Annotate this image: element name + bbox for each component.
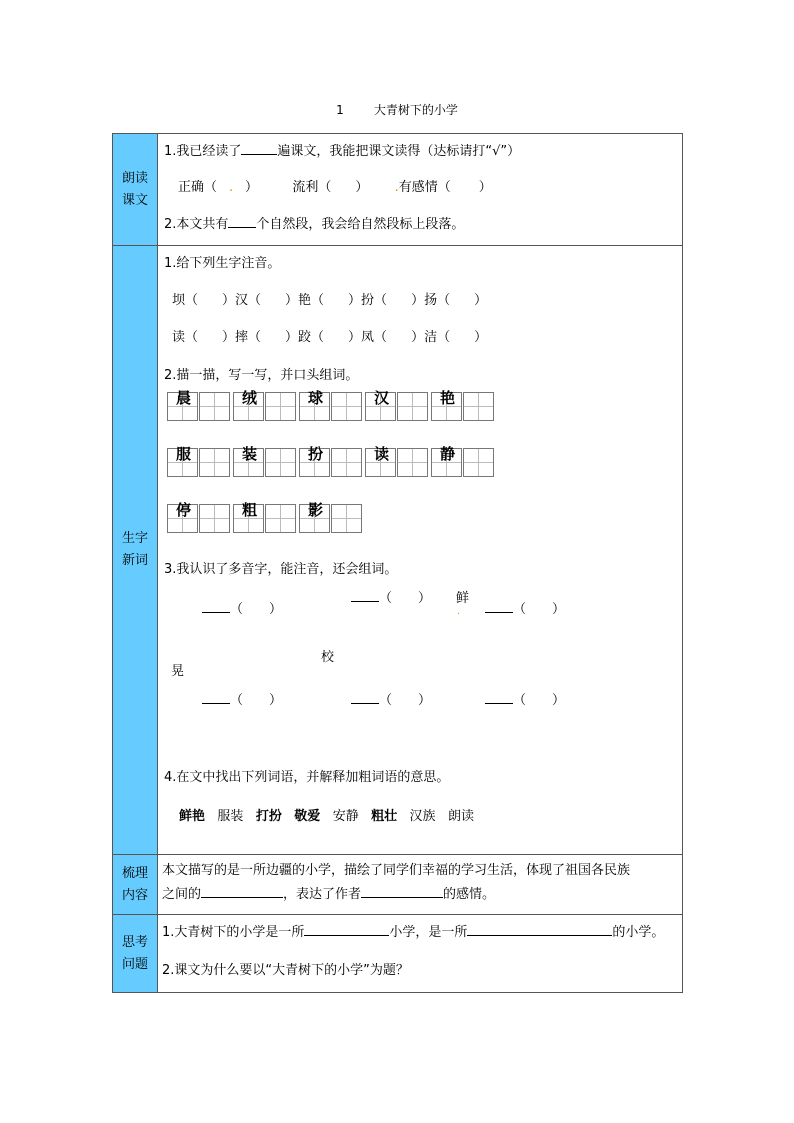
poly-blank-3[interactable]: （ ） xyxy=(485,598,565,617)
poly-blank-2[interactable]: （ ） xyxy=(351,587,431,606)
pinyin-row1: 坝（ ）汉（ ）艳（ ）扮（ ）扬（ ） xyxy=(172,293,488,308)
reading-options: 正确（ . ） 流利（ ） .有感情（ ） xyxy=(178,180,492,195)
pinyin-q1: 1.给下列生字注音。 xyxy=(164,256,281,271)
write-box[interactable] xyxy=(199,504,230,533)
reading-q1: 1.我已经读了 遍课文，我能把课文读得（达标请打“√”） xyxy=(164,144,521,159)
summary-line1: 本文描写的是一所边疆的小学，描绘了同学们幸福的学习生活，体现了祖国各民族 xyxy=(162,863,631,878)
poly-char-huang: 晃 xyxy=(171,664,185,679)
summary-content xyxy=(158,855,683,915)
pinyin-row2: 读（ ）摔（ ）跤（ ）凤（ ）洁（ ） xyxy=(172,330,488,345)
char-box: 粗 xyxy=(233,504,264,533)
write-box[interactable] xyxy=(265,448,296,477)
worksheet-table xyxy=(112,133,683,993)
char-box: 停 xyxy=(167,504,198,533)
char-box: 读 xyxy=(365,448,396,477)
school-type-blank-1[interactable] xyxy=(304,923,389,936)
poly-blank-4[interactable]: （ ） xyxy=(202,689,282,708)
writing-grid-row1 xyxy=(167,389,495,421)
label-summary: 梳理内容 xyxy=(113,855,158,915)
writing-grid-row2 xyxy=(167,445,495,477)
thinking-content xyxy=(158,915,683,993)
poly-char-xian: 鲜 xyxy=(456,591,470,606)
char-box: 装 xyxy=(233,448,264,477)
lesson-title: 大青树下的小学 xyxy=(373,103,458,117)
poly-blank-1[interactable]: （ ） xyxy=(202,598,282,617)
label-reading: 朗读课文 xyxy=(113,134,158,246)
poly-blank-6[interactable]: （ ） xyxy=(485,689,565,708)
write-box[interactable] xyxy=(199,448,230,477)
write-box[interactable] xyxy=(265,392,296,421)
writing-grid-row3 xyxy=(167,501,363,533)
new-words-content: 1.给下列生字注音。 坝（ ）汉（ ）艳（ ）扮（ ）扬（ ） 读（ ）摔（ ）跤（ ）凤（ ）洁（ ） 2.描一描，写一写，并口头组词。 晨 绒 球 汉 艳 服 装 扮 读 静 停 粗 影 3.我认识了多音字，能注音，还会组词。 （ ） （ ） 鲜 . （ ） 校 晃 （ ） （ ） （ ） 4.在文中找出下列词语，并解释加粗词语的意思。 鲜艳 服装 打扮 敬爱 安静 粗壮 汉族 朗读 xyxy=(158,246,683,855)
write-box[interactable] xyxy=(331,448,362,477)
char-box: 绒 xyxy=(233,392,264,421)
write-box[interactable] xyxy=(265,504,296,533)
poly-char-xiao: 校 xyxy=(321,650,335,665)
char-box: 球 xyxy=(299,392,330,421)
thinking-q2: 2.课文为什么要以“大青树下的小学”为题？ xyxy=(162,963,409,978)
writing-q2: 2.描一描，写一写，并口头组词。 xyxy=(164,368,359,383)
char-box: 晨 xyxy=(167,392,198,421)
char-box: 扮 xyxy=(299,448,330,477)
write-box[interactable] xyxy=(397,448,428,477)
summary-blank-2[interactable] xyxy=(361,885,443,898)
reading-q2: 2.本文共有 个自然段，我会给自然段标上段落。 xyxy=(164,217,465,232)
char-box: 影 xyxy=(299,504,330,533)
summary-blank-1[interactable] xyxy=(201,885,283,898)
page-title xyxy=(0,101,794,118)
reading-count-blank[interactable] xyxy=(241,142,277,155)
summary-line2: 之间的 ，表达了作者 的感情。 xyxy=(162,887,496,902)
label-thinking: 思考问题 xyxy=(113,915,158,993)
lesson-number: 1 xyxy=(336,103,344,117)
polyphone-q3: 3.我认识了多音字，能注音，还会组词。 xyxy=(164,562,398,577)
vocab-q4: 4.在文中找出下列词语，并解释加粗词语的意思。 xyxy=(164,770,450,785)
char-box: 服 xyxy=(167,448,198,477)
thinking-q1: 1.大青树下的小学是一所 小学，是一所 的小学。 xyxy=(162,925,665,940)
write-box[interactable] xyxy=(397,392,428,421)
write-box[interactable] xyxy=(199,392,230,421)
write-box[interactable] xyxy=(463,392,494,421)
write-box[interactable] xyxy=(331,504,362,533)
label-new-words: 生字新词 xyxy=(113,246,158,855)
char-box: 汉 xyxy=(365,392,396,421)
char-box: 艳 xyxy=(431,392,462,421)
paragraph-count-blank[interactable] xyxy=(228,215,256,228)
char-box: 静 xyxy=(431,448,462,477)
write-box[interactable] xyxy=(331,392,362,421)
reading-content xyxy=(158,134,683,246)
write-box[interactable] xyxy=(463,448,494,477)
vocab-list: 鲜艳 服装 打扮 敬爱 安静 粗壮 汉族 朗读 xyxy=(179,809,474,824)
school-type-blank-2[interactable] xyxy=(467,923,612,936)
poly-blank-5[interactable]: （ ） xyxy=(351,689,431,708)
